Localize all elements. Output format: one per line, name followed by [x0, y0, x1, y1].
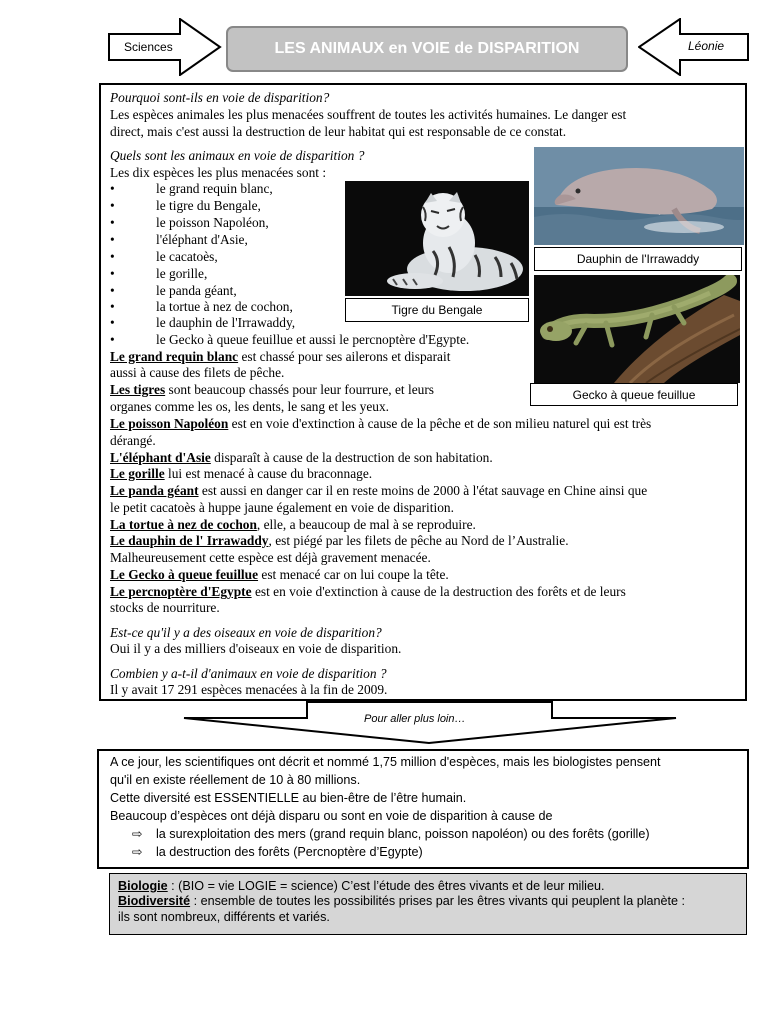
title-banner — [226, 26, 628, 72]
definition-biodiversite-line2: ils sont nombreux, différents et variés. — [118, 910, 330, 924]
detail-vulture — [110, 583, 626, 600]
detail-panda-line2: le petit cacatoès à huppe jaune également en voie de disparition. — [110, 500, 454, 515]
gecko-photo — [534, 275, 740, 383]
def-biodiversite-text: : ensemble de toutes les possibilités prises par les êtres vivants qui peuplent la planète : — [190, 894, 686, 908]
info-line2: qu'il en existe réellement de 10 à 80 millions. — [110, 773, 361, 787]
bullet-dot: • — [110, 232, 115, 247]
list-item: la tortue à nez de cochon, — [156, 299, 293, 314]
detail-gorilla-name: Le gorille — [110, 466, 165, 481]
question-count: Combien y a-t-il d'animaux en voie de disparition ? — [110, 666, 387, 681]
list-item: le panda géant, — [156, 283, 237, 298]
author-label: Léonie — [688, 39, 725, 53]
question-which: Quels sont les animaux en voie de disparition ? — [110, 148, 365, 163]
list-item: l'éléphant d'Asie, — [156, 232, 248, 247]
info-line4: Beaucoup d’espèces ont déjà disparu ou sont en voie de disparition à cause de — [110, 809, 553, 823]
bullet-dot: • — [110, 315, 115, 330]
detail-elephant-text: disparaît à cause de la destruction de son habitation. — [210, 450, 493, 465]
detail-gecko — [110, 566, 449, 583]
detail-tiger-line2: organes comme les os, les dents, le sang et les yeux. — [110, 399, 390, 414]
cause-item-1: la surexploitation des mers (grand requin blanc, poisson napoléon) ou des forêts (gorille) — [156, 827, 650, 841]
detail-vulture-name: Le percnoptère d'Egypte — [110, 584, 252, 599]
tiger-caption: Tigre du Bengale — [345, 298, 529, 322]
bullet-dot: • — [110, 198, 115, 213]
list-item: le tigre du Bengale, — [156, 198, 261, 213]
question-why: Pourquoi sont-ils en voie de disparition? — [110, 90, 330, 105]
tiger-photo — [345, 181, 529, 296]
detail-vulture-text: est en voie d'extinction à cause de la destruction des forêts et de leurs — [251, 584, 626, 599]
detail-gecko-text: est menacé car on lui coupe la tête. — [258, 567, 449, 582]
term-biodiversite: Biodiversité — [118, 894, 191, 908]
detail-napoleon-line2: dérangé. — [110, 433, 156, 448]
detail-shark-line2: aussi à cause des filets de pêche. — [110, 365, 285, 380]
answer-why-line2: direct, mais c'est aussi la destruction de leur habitat qui est responsable de ce constat. — [110, 124, 567, 139]
answer-count: Il y avait 17 291 espèces menacées à la fin de 2009. — [110, 682, 388, 697]
detail-dolphin-name: Le dauphin de l' Irrawaddy — [110, 533, 269, 548]
detail-gorilla — [110, 465, 372, 482]
term-biologie: Biologie — [118, 879, 168, 893]
detail-gorilla-text: lui est menacé à cause du braconnage. — [164, 466, 373, 481]
list-item: le Gecko à queue feuillue et aussi le percnoptère d'Egypte. — [156, 332, 470, 347]
info-line1: A ce jour, les scientifiques ont décrit et nommé 1,75 million d'espèces, mais les biologistes pensent — [110, 755, 661, 769]
detail-dolphin-line2: Malheureusement cette espèce est déjà gravement menacée. — [110, 550, 431, 565]
detail-turtle-name: La tortue à nez de cochon — [110, 517, 257, 532]
detail-dolphin-text: , est piégé par les filets de pêche au Nord de l’Australie. — [268, 533, 569, 548]
cause-arrow-icon: ⇨ — [132, 827, 143, 841]
question-birds: Est-ce qu'il y a des oiseaux en voie de disparition? — [110, 625, 382, 640]
list-item: le gorille, — [156, 266, 208, 281]
info-line3: Cette diversité est ESSENTIELLE au bien-être de l’être humain. — [110, 791, 467, 805]
detail-shark-text: est chassé pour ses ailerons et disparait — [238, 349, 451, 364]
def-biologie-text: : (BIO = vie LOGIE = science) C’est l’étude des êtres vivants et de leur milieu. — [167, 879, 605, 893]
cause-arrow-icon: ⇨ — [132, 845, 143, 859]
list-item: le cacatoès, — [156, 249, 218, 264]
detail-elephant-name: L'éléphant d'Asie — [110, 450, 211, 465]
detail-shark — [110, 348, 450, 365]
list-item: le grand requin blanc, — [156, 181, 273, 196]
answer-birds: Oui il y a des milliers d'oiseaux en voie de disparition. — [110, 641, 402, 656]
detail-tiger — [110, 381, 434, 398]
species-intro: Les dix espèces les plus menacées sont : — [110, 165, 327, 180]
gecko-caption: Gecko à queue feuillue — [530, 383, 738, 406]
bullet-dot: • — [110, 283, 115, 298]
detail-napoleon-text: est en voie d'extinction à cause de la pêche et de son milieu naturel qui est très — [228, 416, 652, 431]
dolphin-photo — [534, 147, 744, 245]
detail-shark-name: Le grand requin blanc — [110, 349, 239, 364]
detail-vulture-line2: stocks de nourriture. — [110, 600, 220, 615]
answer-why-line1: Les espèces animales les plus menacées souffrent de toutes les activités humaines. Le danger est — [110, 107, 627, 122]
detail-turtle — [110, 516, 476, 533]
detail-elephant — [110, 449, 493, 466]
detail-tiger-name: Les tigres — [110, 382, 166, 397]
detail-napoleon-name: Le poisson Napoléon — [110, 416, 229, 431]
subject-label: Sciences — [124, 40, 173, 54]
bullet-dot: • — [110, 249, 115, 264]
detail-napoleon — [110, 415, 651, 432]
bullet-dot: • — [110, 181, 115, 196]
list-item: le dauphin de l'Irrawaddy, — [156, 315, 296, 330]
detail-panda-name: Le panda géant — [110, 483, 199, 498]
detail-panda — [110, 482, 647, 499]
dolphin-caption: Dauphin de l'Irrawaddy — [534, 247, 742, 271]
detail-turtle-text: , elle, a beaucoup de mal à se reproduire. — [256, 517, 476, 532]
detail-gecko-name: Le Gecko à queue feuillue — [110, 567, 259, 582]
list-item: le poisson Napoléon, — [156, 215, 269, 230]
page-title: LES ANIMAUX en VOIE de DISPARITION — [274, 40, 580, 57]
further-label: Pour aller plus loin… — [364, 713, 466, 725]
bullet-dot: • — [110, 215, 115, 230]
bullet-dot: • — [110, 332, 115, 347]
cause-item-2: la destruction des forêts (Percnoptère d’Egypte) — [156, 845, 423, 859]
detail-dolphin — [110, 532, 569, 549]
detail-panda-text: est aussi en danger car il en reste moins de 2000 à l'état sauvage en Chine ainsi que — [198, 483, 648, 498]
bullet-dot: • — [110, 299, 115, 314]
detail-tiger-text: sont beaucoup chassés pour leur fourrure, et leurs — [165, 382, 435, 397]
bullet-dot: • — [110, 266, 115, 281]
